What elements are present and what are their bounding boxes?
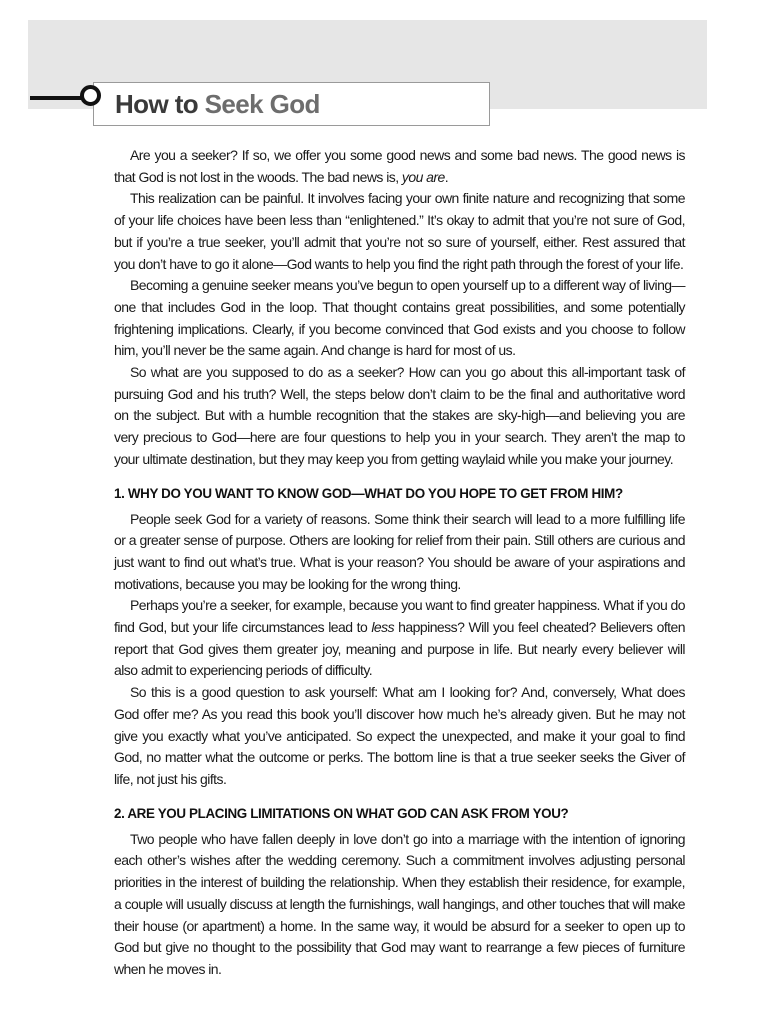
intro-paragraph-2: This realization can be painful. It involves facing your own finite nature and recognizing that some of your life choices have been less than “enlightened.” It’s okay to admit that you’re not sure of God, but if you’re a true seeker, you’ll admit that you’re not so sure of yourself, either. Rest assured that you don’t have to go it alone—God wants to help you find the right path through the forest of your life.	[114, 190, 685, 272]
title-box	[93, 82, 490, 126]
intro-paragraph-4: So what are you supposed to do as a seeker? How can you go about this all-important task of pursuing God and his truth? Well, the steps below don’t claim to be the final and authoritative word on the subject. But with a humble recognition that the stakes are sky-high—and believing you are very precious to God—here are four questions to help you in your search. They aren’t the map to your ultimate destination, but they may keep you from getting waylaid while you make your journey.	[114, 364, 685, 467]
section-2-heading: 2. ARE YOU PLACING LIMITATIONS ON WHAT GOD CAN ASK FROM YOU?	[114, 805, 569, 821]
section-2-paragraph-1: Two people who have fallen deeply in love don’t go into a marriage with the intention of ignoring each other’s wishes after the wedding ceremony. Such a commitment involves adjusting personal priorities in the interest of building the relationship. When they establish their residence, for example, a couple will usually discuss at length the furnishings, wall hangings, and other touches that will make their house (or apartment) a home. In the same way, it would be absurd for a seeker to open up to God but give no thought to the possibility that God may want to rearrange a few pieces of furniture when he moves in.	[114, 830, 685, 977]
title-rule-line	[30, 96, 86, 100]
intro-paragraph-1: Are you a seeker? If so, we offer you some good news and some bad news. The good news is that God is not lost in the woods. The bad news is, you are.	[114, 147, 685, 185]
page-title	[115, 89, 320, 119]
section-1-paragraph-3: So this is a good question to ask yourself: What am I looking for? And, conversely, What does God offer me? As you read this book you’ll discover how much he’s already given. But he may not give you exactly what you’ve anticipated. So expect the unexpected, and make it your goal to find God, no matter what the outcome or perks. The bottom line is that a true seeker seeks the Giver of life, not just his gifts.	[114, 684, 685, 787]
article-body	[114, 145, 685, 981]
section-1-heading: 1. WHY DO YOU WANT TO KNOW GOD—WHAT DO YOU HOPE TO GET FROM HIM?	[114, 485, 623, 501]
page-title-part2: Seek God	[204, 89, 320, 119]
title-circle-marker	[80, 85, 101, 106]
section-1-paragraph-2: Perhaps you’re a seeker, for example, because you want to find greater happiness. What if you do find God, but your life circumstances lead to less happiness? Will you feel cheated? Believers often report that God gives them greater joy, meaning and purpose in life. But nearly every believer will also admit to experiencing periods of difficulty.	[114, 597, 685, 679]
page-title-part1: How to	[115, 89, 199, 119]
section-1-paragraph-1: People seek God for a variety of reasons. Some think their search will lead to a more fulfilling life or a greater sense of purpose. Others are looking for relief from their pain. Still others are curious and just want to find out what’s true. What is your reason? You should be aware of your aspirations and motivations, because you may be looking for the wrong thing.	[114, 510, 685, 592]
emphasis-text: you are	[401, 168, 445, 185]
intro-paragraph-3: Becoming a genuine seeker means you’ve begun to open yourself up to a different way of living—one that includes God in the loop. That thought contains great possibilities, and some potentially frightening implications. Clearly, if you become convinced that God exists and you choose to follow him, you’ll never be the same again. And change is hard for most of us.	[114, 277, 685, 359]
emphasis-text: less	[371, 619, 395, 636]
